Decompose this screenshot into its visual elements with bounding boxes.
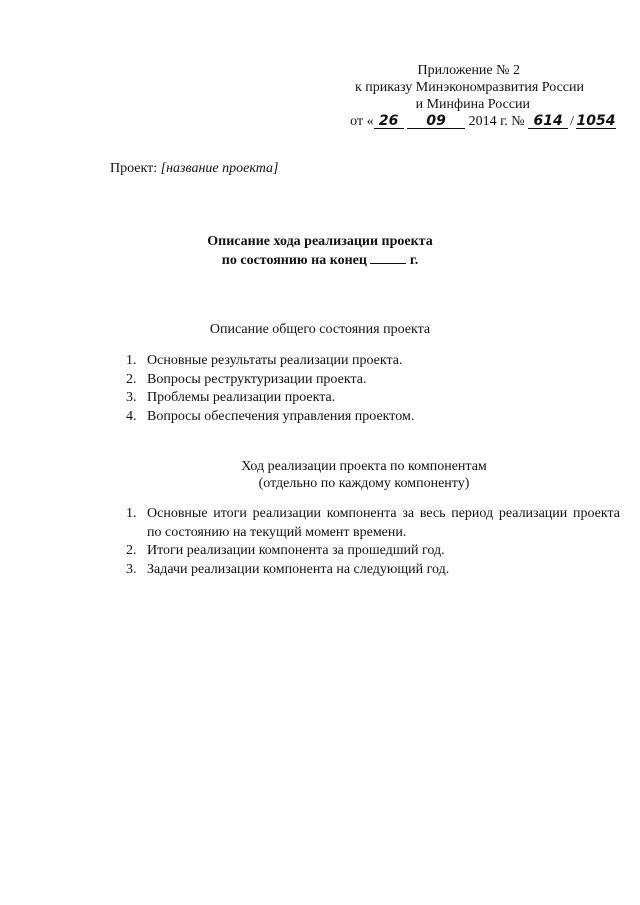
list-number: 4. bbox=[126, 408, 137, 424]
document-title-line2 bbox=[0, 251, 640, 270]
order-line: к приказу Минэкономразвития России bbox=[354, 80, 584, 95]
list-item-text: Задачи реализации компонента на следующий год. bbox=[147, 561, 450, 577]
section1-heading: Описание общего состояния проекта bbox=[209, 322, 431, 337]
handwritten-order-number-1: 614 bbox=[528, 114, 568, 129]
list-item bbox=[126, 561, 620, 580]
handwritten-order-number-2: 1054 bbox=[576, 113, 616, 129]
slash-separator: / bbox=[570, 114, 574, 129]
list-item bbox=[126, 352, 506, 371]
handwritten-month: 09 bbox=[407, 114, 465, 129]
list-number: 2. bbox=[126, 371, 137, 387]
project-name-placeholder: [название проекта] bbox=[160, 161, 279, 176]
section2-heading-line1: Ход реализации проекта по компонентам bbox=[241, 459, 487, 474]
list-item-text: Основные итоги реализации компонента за весь период реализации проекта по состоянию на текущий момент времени. bbox=[147, 506, 620, 540]
list-item-text: Основные результаты реализации проекта. bbox=[147, 353, 403, 368]
project-line bbox=[110, 160, 278, 177]
date-prefix: от « bbox=[350, 114, 374, 129]
list-item bbox=[126, 542, 620, 561]
section1-list bbox=[126, 352, 506, 426]
project-label: Проект: bbox=[110, 161, 158, 176]
list-number: 3. bbox=[126, 390, 137, 405]
list-number: 1. bbox=[126, 353, 137, 368]
list-item bbox=[126, 371, 506, 390]
list-item-text: Вопросы обеспечения управления проектом. bbox=[147, 408, 415, 424]
date-number-line bbox=[316, 113, 616, 130]
title-line2-prefix: по состоянию на конец bbox=[221, 253, 367, 268]
blank-year-field bbox=[370, 251, 406, 264]
list-item-text: Итоги реализации компонента за прошедший год. bbox=[147, 543, 445, 558]
document-title-line1: Описание хода реализации проекта bbox=[207, 234, 433, 249]
list-number: 1. bbox=[126, 506, 137, 521]
section2-list bbox=[126, 505, 620, 579]
list-number: 3. bbox=[126, 561, 137, 577]
list-item bbox=[126, 389, 506, 408]
list-item bbox=[126, 408, 506, 427]
appendix-label: Приложение № 2 bbox=[417, 63, 520, 78]
ministry-line: и Минфина России bbox=[415, 97, 530, 112]
section2-heading-line2: (отдельно по каждому компоненту) bbox=[258, 476, 470, 491]
list-item-text: Вопросы реструктуризации проекта. bbox=[147, 371, 367, 387]
handwritten-day: 26 bbox=[374, 114, 404, 129]
list-number: 2. bbox=[126, 543, 137, 558]
year-text: 2014 г. № bbox=[468, 114, 525, 129]
list-item bbox=[126, 505, 620, 542]
appendix-header bbox=[316, 62, 616, 130]
list-item-text: Проблемы реализации проекта. bbox=[147, 390, 336, 405]
title-line2-suffix: г. bbox=[409, 253, 419, 268]
